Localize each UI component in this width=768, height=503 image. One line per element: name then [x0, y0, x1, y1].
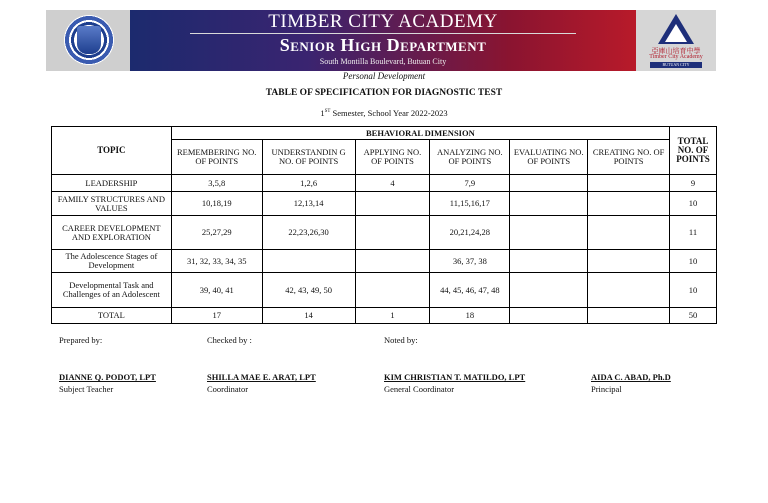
topic-cell: LEADERSHIP — [52, 175, 172, 192]
points-cell — [588, 216, 670, 250]
totals-row — [52, 308, 717, 324]
column-header-remembering: REMEMBERING NO. OF POINTS — [171, 140, 262, 175]
points-cell — [588, 273, 670, 308]
header-banner — [46, 10, 716, 71]
points-cell — [510, 273, 588, 308]
totals-label-cell: TOTAL — [52, 308, 172, 324]
column-total-cell: 1 — [355, 308, 430, 324]
table-row — [52, 216, 717, 250]
points-cell — [510, 192, 588, 216]
table-row — [52, 273, 717, 308]
topic-cell: Developmental Task and Challenges of an Adolescent — [52, 273, 172, 308]
column-total-cell: 14 — [262, 308, 355, 324]
noted-by-label: Noted by: — [384, 335, 418, 345]
semester-text: Semester, School Year 2022-2023 — [330, 108, 448, 118]
points-cell: 20,21,24,28 — [430, 216, 510, 250]
seal-shield-icon — [77, 26, 101, 54]
row-total-cell: 10 — [670, 250, 717, 273]
column-header-evaluating: EVALUATING NO. OF POINTS — [510, 140, 588, 175]
table-row — [52, 175, 717, 192]
school-logo-box — [636, 10, 716, 71]
points-cell — [510, 216, 588, 250]
behavioral-dimension-header: BEHAVIORAL DIMENSION — [171, 127, 669, 140]
points-cell: 36, 37, 38 — [430, 250, 510, 273]
semester-number: 1 — [320, 108, 325, 118]
points-cell — [588, 192, 670, 216]
points-cell: 4 — [355, 175, 430, 192]
header-row-1 — [52, 127, 717, 140]
column-header-creating: CREATING NO. OF POINTS — [588, 140, 670, 175]
column-header-analyzing: ANALYZING NO. OF POINTS — [430, 140, 510, 175]
topic-cell: CAREER DEVELOPMENT AND EXPLORATION — [52, 216, 172, 250]
document-title: TABLE OF SPECIFICATION FOR DIAGNOSTIC TEST — [265, 88, 503, 98]
row-total-cell: 10 — [670, 273, 717, 308]
signatory-name-coordinator: SHILLA MAE E. ARAT, LPT — [207, 372, 316, 382]
points-cell: 39, 40, 41 — [171, 273, 262, 308]
banner-center — [130, 10, 636, 71]
points-cell — [510, 250, 588, 273]
points-cell: 7,9 — [430, 175, 510, 192]
department-name-text: Senior High Department — [279, 35, 487, 55]
points-cell — [588, 175, 670, 192]
specification-table — [51, 126, 717, 324]
logo-english-text: Timber City Academy — [649, 54, 703, 60]
topic-header: TOPIC — [52, 127, 172, 175]
points-cell: 25,27,29 — [171, 216, 262, 250]
points-cell: 42, 43, 49, 50 — [262, 273, 355, 308]
points-cell — [510, 175, 588, 192]
deped-seal-box — [46, 10, 130, 71]
prepared-by-label: Prepared by: — [59, 335, 103, 345]
points-cell: 22,23,26,30 — [262, 216, 355, 250]
signatory-role-subject-teacher: Subject Teacher — [59, 384, 114, 394]
points-cell — [355, 250, 430, 273]
logo-chinese-text: 亞庫山培育中學 — [651, 47, 701, 55]
points-cell: 1,2,6 — [262, 175, 355, 192]
subject-name: Personal Development — [342, 71, 426, 81]
points-cell: 11,15,16,17 — [430, 192, 510, 216]
semester-suffix: ST — [324, 109, 331, 115]
grand-total-cell: 50 — [670, 308, 717, 324]
signatory-role-general-coordinator: General Coordinator — [384, 384, 455, 394]
points-cell: 12,13,14 — [262, 192, 355, 216]
table-row — [52, 250, 717, 273]
signatory-name-subject-teacher: DIANNE Q. PODOT, LPT — [59, 372, 156, 382]
points-cell — [355, 216, 430, 250]
points-cell: 31, 32, 33, 34, 35 — [171, 250, 262, 273]
column-total-cell: 17 — [171, 308, 262, 324]
triangle-inner-icon — [665, 24, 687, 42]
points-cell — [355, 273, 430, 308]
school-address: South Montilla Boulevard, Butuan City — [319, 57, 447, 66]
topic-cell: The Adolescence Stages of Development — [52, 250, 172, 273]
school-name: TIMBER CITY ACADEMY — [268, 11, 498, 32]
signatory-name-principal: AIDA C. ABAD, Ph.D — [591, 372, 671, 382]
department-name — [130, 35, 636, 56]
topic-cell: FAMILY STRUCTURES AND VALUES — [52, 192, 172, 216]
signatory-name-general-coordinator: KIM CHRISTIAN T. MATILDO, LPT — [384, 372, 526, 382]
column-total-cell — [510, 308, 588, 324]
points-cell — [355, 192, 430, 216]
points-cell — [588, 250, 670, 273]
signatory-role-coordinator: Coordinator — [207, 384, 249, 394]
points-cell: 44, 45, 46, 47, 48 — [430, 273, 510, 308]
column-total-cell: 18 — [430, 308, 510, 324]
logo-city-text: BUTUAN CITY — [650, 62, 702, 68]
checked-by-label: Checked by : — [207, 335, 252, 345]
column-total-cell — [588, 308, 670, 324]
deped-seal-icon — [64, 15, 114, 65]
table-row — [52, 192, 717, 216]
total-header: TOTAL NO. OF POINTS — [670, 127, 717, 175]
row-total-cell: 9 — [670, 175, 717, 192]
column-header-understanding: UNDERSTANDIN G NO. OF POINTS — [262, 140, 355, 175]
semester-line — [0, 108, 768, 118]
row-total-cell: 10 — [670, 192, 717, 216]
column-header-applying: APPLYING NO. OF POINTS — [355, 140, 430, 175]
signatory-role-principal: Principal — [591, 384, 622, 394]
points-cell — [262, 250, 355, 273]
points-cell: 10,18,19 — [171, 192, 262, 216]
row-total-cell: 11 — [670, 216, 717, 250]
points-cell: 3,5,8 — [171, 175, 262, 192]
banner-rule — [190, 33, 576, 34]
